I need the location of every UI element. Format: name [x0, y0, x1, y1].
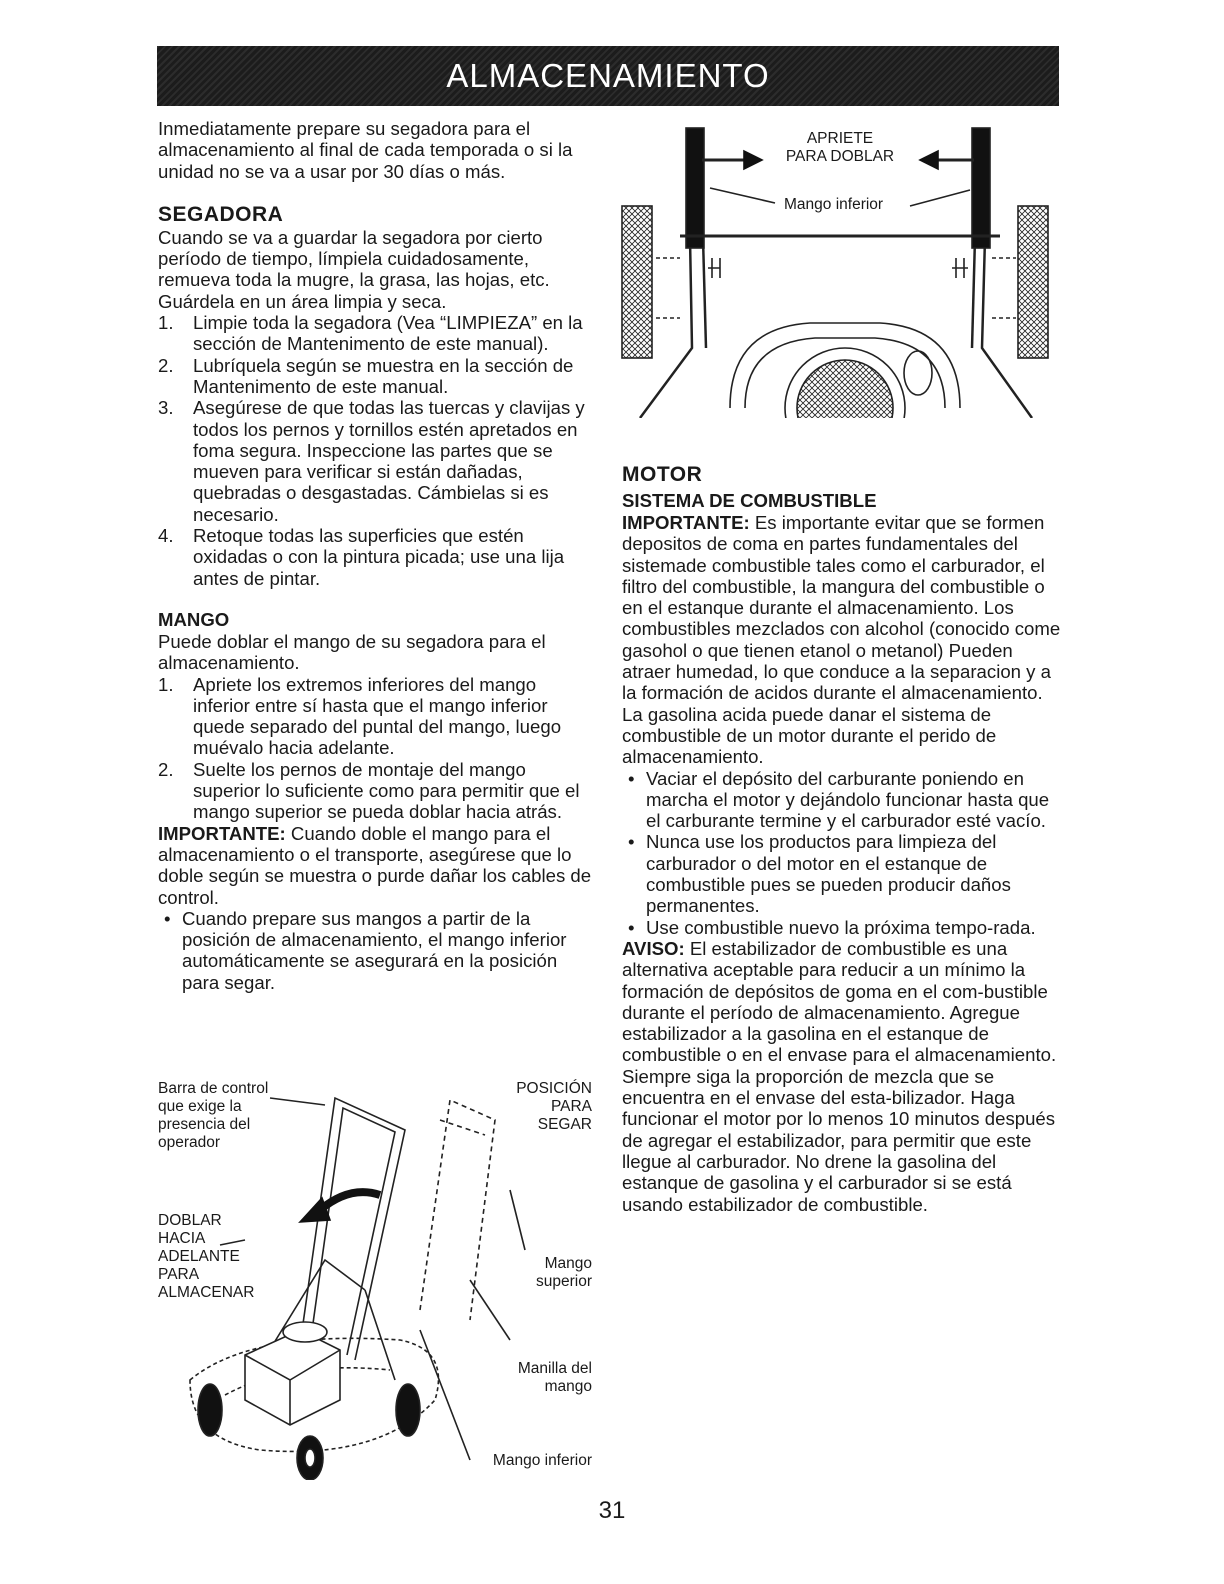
page-title: ALMACENAMIENTO [446, 57, 770, 94]
motor-important: IMPORTANTE: Es importante evitar que se formen depositos de coma en partes fundamentales del sistemade combustible tales como el carburador, el filtro del combustible, la mangura del combustible o en el estanque durante el almacenamiento. Los combustibles mezclados con alcohol (conocido come gasohol o que tienen etanol o metanol) Pueden atraer humedad, lo que conduce a la separacion y a la formación de acidos durante el almacenamiento. La gasolina acida puede danar el sistema de combustible de un motor durante el perido de almacenamiento. [622, 512, 1061, 768]
aviso-paragraph: AVISO: El estabilizador de combustible es una alternativa aceptable para reducir a un mínimo la formación de depósitos de goma en el com-bustible durante el período de almacenamiento. Agregue estabilizador a la gasolina en el estanque de combustible o en el envase para el almacenamiento. Siempre siga la proporción de mezcla que se encuentra en el envase del esta-bilizador. Haga funcionar el motor por lo menos 10 minutos después de agregar el estabilizador, para permitir que este llegue al carburador. No drene la gasolina del estanque de gasolina y el carburador si se está usando estabilizador de combustible. [622, 937, 1057, 1215]
segadora-heading: SEGADORA [158, 202, 284, 226]
mower-handle-figure [150, 1080, 600, 1480]
manilla-label: Manilla del mango [517, 1360, 592, 1395]
list-item: • Cuando prepare sus mangos a partir de la posición de almacenamiento, el mango inferior automáticamente se asegurará en la posición para segar. [158, 908, 594, 993]
list-item: 2. Suelte los pernos de montaje del mango superior lo suficiente como para permitir que el mango superior se pueda doblar hacia atrás. [158, 758, 580, 823]
list-item: 2. Lubríquela según se muestra en la sección de Mantenimento de este manual. [158, 354, 574, 397]
section-banner [157, 46, 1059, 106]
doblar-label: DOBLAR HACIA ADELANTE PARA ALMACENAR [158, 1212, 255, 1301]
posicion-label: POSICIÓN PARA SEGAR [516, 1080, 592, 1133]
handle-squeeze-figure [620, 118, 1060, 418]
mango-heading: MANGO [158, 608, 230, 630]
mango-paragraph: Puede doblar el mango de su segadora para el almacenamiento. [158, 630, 546, 674]
motor-bullets [622, 768, 1062, 938]
list-item: 3. Asegúrese de que todas las tuercas y clavijas y todos los pernos y tornillos estén apretados en foma segura. Inspeccione las partes que se mueven para verificar si están dañadas, quebradas o desgastadas. Cámbielas si es necesario. [158, 397, 585, 525]
list-item: • Use combustible nuevo la próxima tempo-rada. [622, 917, 1062, 938]
segadora-paragraph: Cuando se va a guardar la segadora por cierto período de tiempo, límpiela cuidadosamente, remueva toda la mugre, la grasa, las hojas, etc. Guárdela en un área limpia y seca. [158, 226, 550, 312]
segadora-steps [158, 312, 594, 589]
list-item: 4. Retoque todas las superficies que estén oxidadas o con la pintura picada; use una lija antes de pintar. [158, 525, 565, 589]
motor-heading: MOTOR [622, 463, 703, 486]
mango-inferior-right-label: Mango inferior [780, 196, 887, 214]
right-column [622, 462, 1062, 1215]
list-item: 1. Apriete los extremos inferiores del mango inferior entre sí hasta que el mango inferior quede separado del puntal del mango, luego muévalo hacia adelante. [158, 673, 562, 759]
mango-superior-label: Mango superior [536, 1255, 592, 1290]
mango-steps [158, 674, 594, 823]
mango-important: IMPORTANTE: Cuando doble el mango para el almacenamiento o el transporte, asegúrese que lo doble según se muestra o purde dañar los cables de control. [158, 822, 592, 908]
apriete-label: APRIETE PARA DOBLAR [785, 130, 895, 165]
list-item: • Vaciar el depósito del carburante poniendo en marcha el motor y dejándolo funcionar hasta que el carburante termine y el carburador esté vacío. [622, 768, 1062, 832]
barra-label: Barra de control que exige la presencia del operador [158, 1080, 269, 1151]
intro-paragraph: Inmediatamente prepare su segadora para el almacenamiento al final de cada temporada o si la unidad no se va a usar por 30 días o más. [158, 118, 573, 182]
list-item: 1. Limpie toda la segadora (Vea “LIMPIEZA” en la sección de Mantenimento de este manual). [158, 312, 583, 355]
mango-inferior-label: Mango inferior [492, 1452, 592, 1469]
list-item: • Nunca use los productos para limpieza del carburador o del motor en el estanque de combustible pues se pueden producir daños permanentes. [622, 831, 1062, 916]
combustible-subheading: SISTEMA DE COMBUSTIBLE [622, 490, 877, 511]
mango-bullets [158, 908, 594, 993]
left-column [158, 118, 594, 993]
page-number: 31 [598, 1497, 626, 1524]
